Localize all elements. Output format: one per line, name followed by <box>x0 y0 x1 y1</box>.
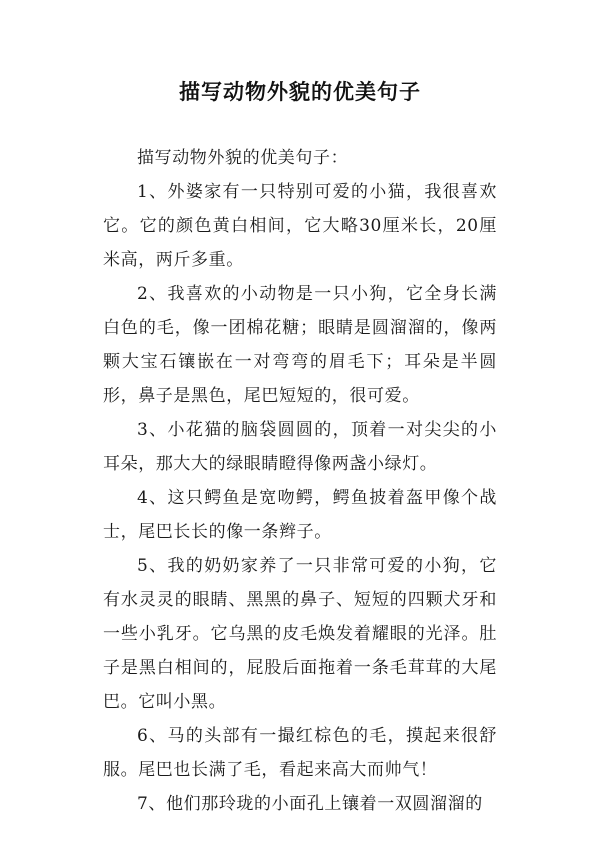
paragraph-4: 4、这只鳄鱼是宽吻鳄，鳄鱼披着盔甲像个战士，尾巴长长的像一条辫子。 <box>103 488 497 542</box>
document-body <box>103 141 497 821</box>
document-title: 描写动物外貌的优美句子 <box>179 80 421 104</box>
paragraph-5: 5、我的奶奶家养了一只非常可爱的小狗，它有水灵灵的眼睛、黑黑的鼻子、短短的四颗犬牙和一些小乳牙。它乌黑的皮毛焕发着耀眼的光泽。肚子是黑白相间的，屁股后面拖着一条毛茸茸的大尾巴。它叫小黑。 <box>103 556 497 712</box>
paragraph-1: 1、外婆家有一只特别可爱的小猫，我很喜欢它。它的颜色黄白相间，它大略30厘米长，20厘米高，两斤多重。 <box>103 182 497 270</box>
paragraph-6: 6、马的头部有一撮红棕色的毛，摸起来很舒服。尾巴也长满了毛，看起来高大而帅气！ <box>103 726 497 780</box>
paragraph-3: 3、小花猫的脑袋圆圆的，顶着一对尖尖的小耳朵，那大大的绿眼睛瞪得像两盏小绿灯。 <box>103 420 497 474</box>
paragraph-7: 7、他们那玲珑的小面孔上镶着一双圆溜溜的 <box>137 794 483 814</box>
intro-paragraph: 描写动物外貌的优美句子： <box>137 148 349 168</box>
paragraph-2: 2、我喜欢的小动物是一只小狗，它全身长满白色的毛，像一团棉花糖；眼睛是圆溜溜的，像两颗大宝石镶嵌在一对弯弯的眉毛下；耳朵是半圆形，鼻子是黑色，尾巴短短的，很可爱。 <box>103 284 497 406</box>
